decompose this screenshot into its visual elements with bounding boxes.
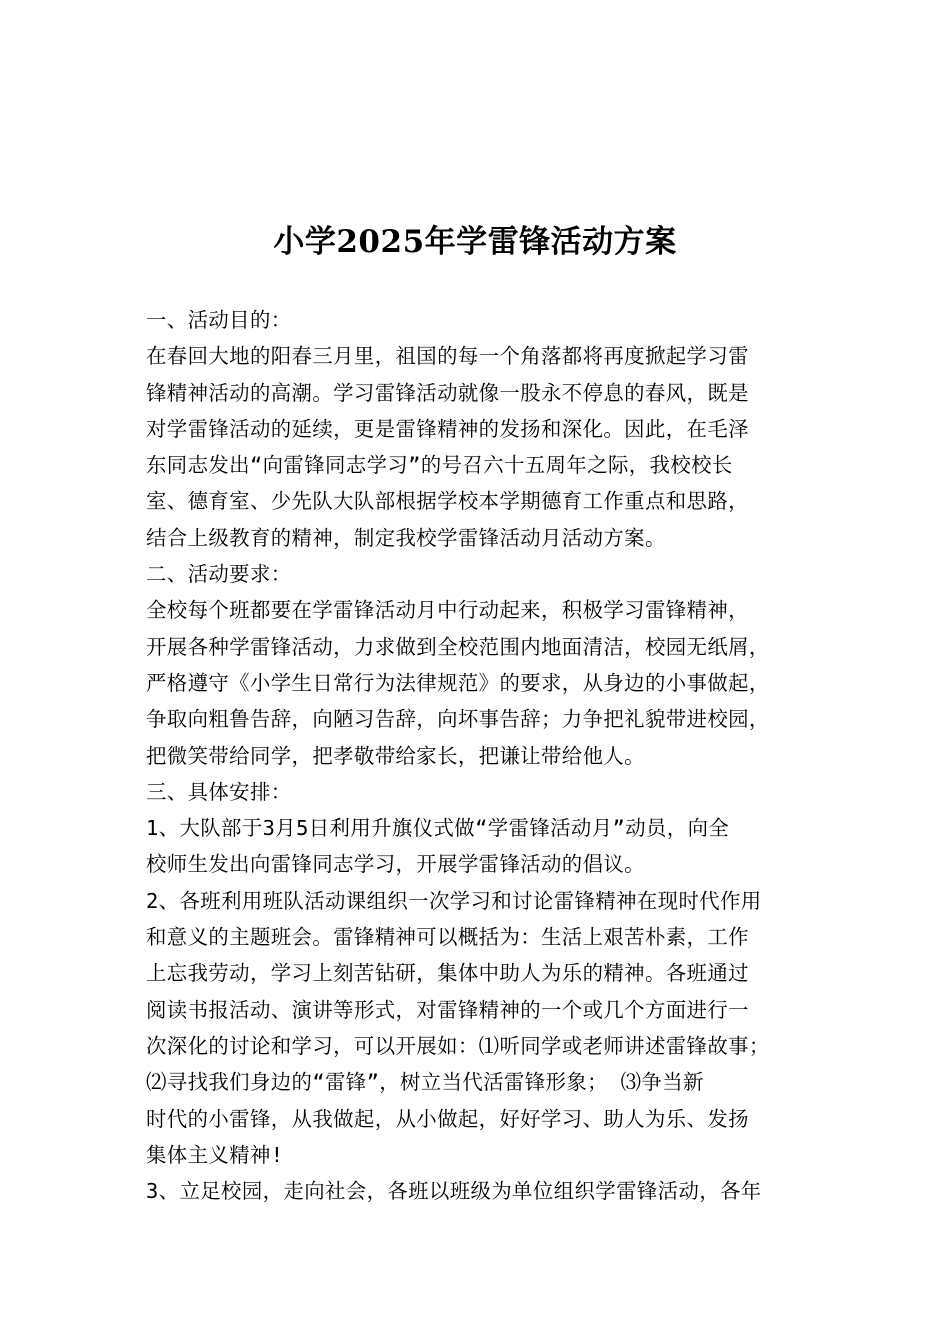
body-line: 在春回大地的阳春三月里，祖国的每一个角落都将再度掀起学习雷 bbox=[146, 344, 749, 369]
section-heading-arrangements: 三、具体安排： bbox=[146, 779, 292, 804]
body-line: 2、各班利用班队活动课组织一次学习和讨论雷锋精神在现时代作用 bbox=[146, 888, 762, 913]
body-line: 次深化的讨论和学习，可以开展如：⑴听同学或老师讲述雷锋故事； bbox=[146, 1033, 770, 1058]
body-line: 把微笑带给同学，把孝敬带给家长，把谦让带给他人。 bbox=[146, 743, 645, 768]
body-line: 结合上级教育的精神，制定我校学雷锋活动月活动方案。 bbox=[146, 525, 666, 550]
body-line: 严格遵守《小学生日常行为法律规范》的要求，从身边的小事做起， bbox=[146, 670, 770, 695]
body-line: 校师生发出向雷锋同志学习，开展学雷锋活动的倡议。 bbox=[146, 852, 645, 877]
body-line: ⑵寻找我们身边的“雷锋”，树立当代活雷锋形象； ⑶争当新 bbox=[146, 1070, 704, 1095]
body-line: 阅读书报活动、演讲等形式，对雷锋精神的一个或几个方面进行一 bbox=[146, 997, 749, 1022]
section-heading-requirements: 二、活动要求： bbox=[146, 562, 292, 587]
body-line: 集体主义精神! bbox=[146, 1142, 284, 1167]
body-line: 对学雷锋活动的延续，更是雷锋精神的发扬和深化。因此，在毛泽 bbox=[146, 416, 749, 441]
body-line: 时代的小雷锋，从我做起，从小做起，好好学习、助人为乐、发扬 bbox=[146, 1106, 749, 1131]
section-heading-purpose: 一、活动目的： bbox=[146, 308, 292, 332]
document-title: 小学2025年学雷锋活动方案 bbox=[273, 224, 677, 260]
body-line: 锋精神活动的高潮。学习雷锋活动就像一股永不停息的春风，既是 bbox=[146, 380, 749, 405]
body-line: 争取向粗鲁告辞，向陋习告辞，向坏事告辞；力争把礼貌带进校园， bbox=[146, 707, 770, 732]
body-line: 东同志发出“向雷锋同志学习”的号召六十五周年之际，我校校长 bbox=[146, 453, 733, 478]
document-body bbox=[146, 302, 812, 1209]
body-line: 1、大队部于3月5日利用升旗仪式做“学雷锋活动月”动员，向全 bbox=[146, 816, 730, 841]
body-line: 室、德育室、少先队大队部根据学校本学期德育工作重点和思路， bbox=[146, 489, 749, 514]
body-line: 3、立足校园，走向社会，各班以班级为单位组织学雷锋活动，各年 bbox=[146, 1179, 762, 1204]
body-line: 上忘我劳动，学习上刻苦钻研，集体中助人为乐的精神。各班通过 bbox=[146, 961, 749, 986]
body-line: 全校每个班都要在学雷锋活动月中行动起来，积极学习雷锋精神， bbox=[146, 598, 749, 623]
body-line: 开展各种学雷锋活动，力求做到全校范围内地面清洁，校园无纸屑， bbox=[146, 634, 770, 659]
body-line: 和意义的主题班会。雷锋精神可以概括为：生活上艰苦朴素，工作 bbox=[146, 925, 749, 950]
